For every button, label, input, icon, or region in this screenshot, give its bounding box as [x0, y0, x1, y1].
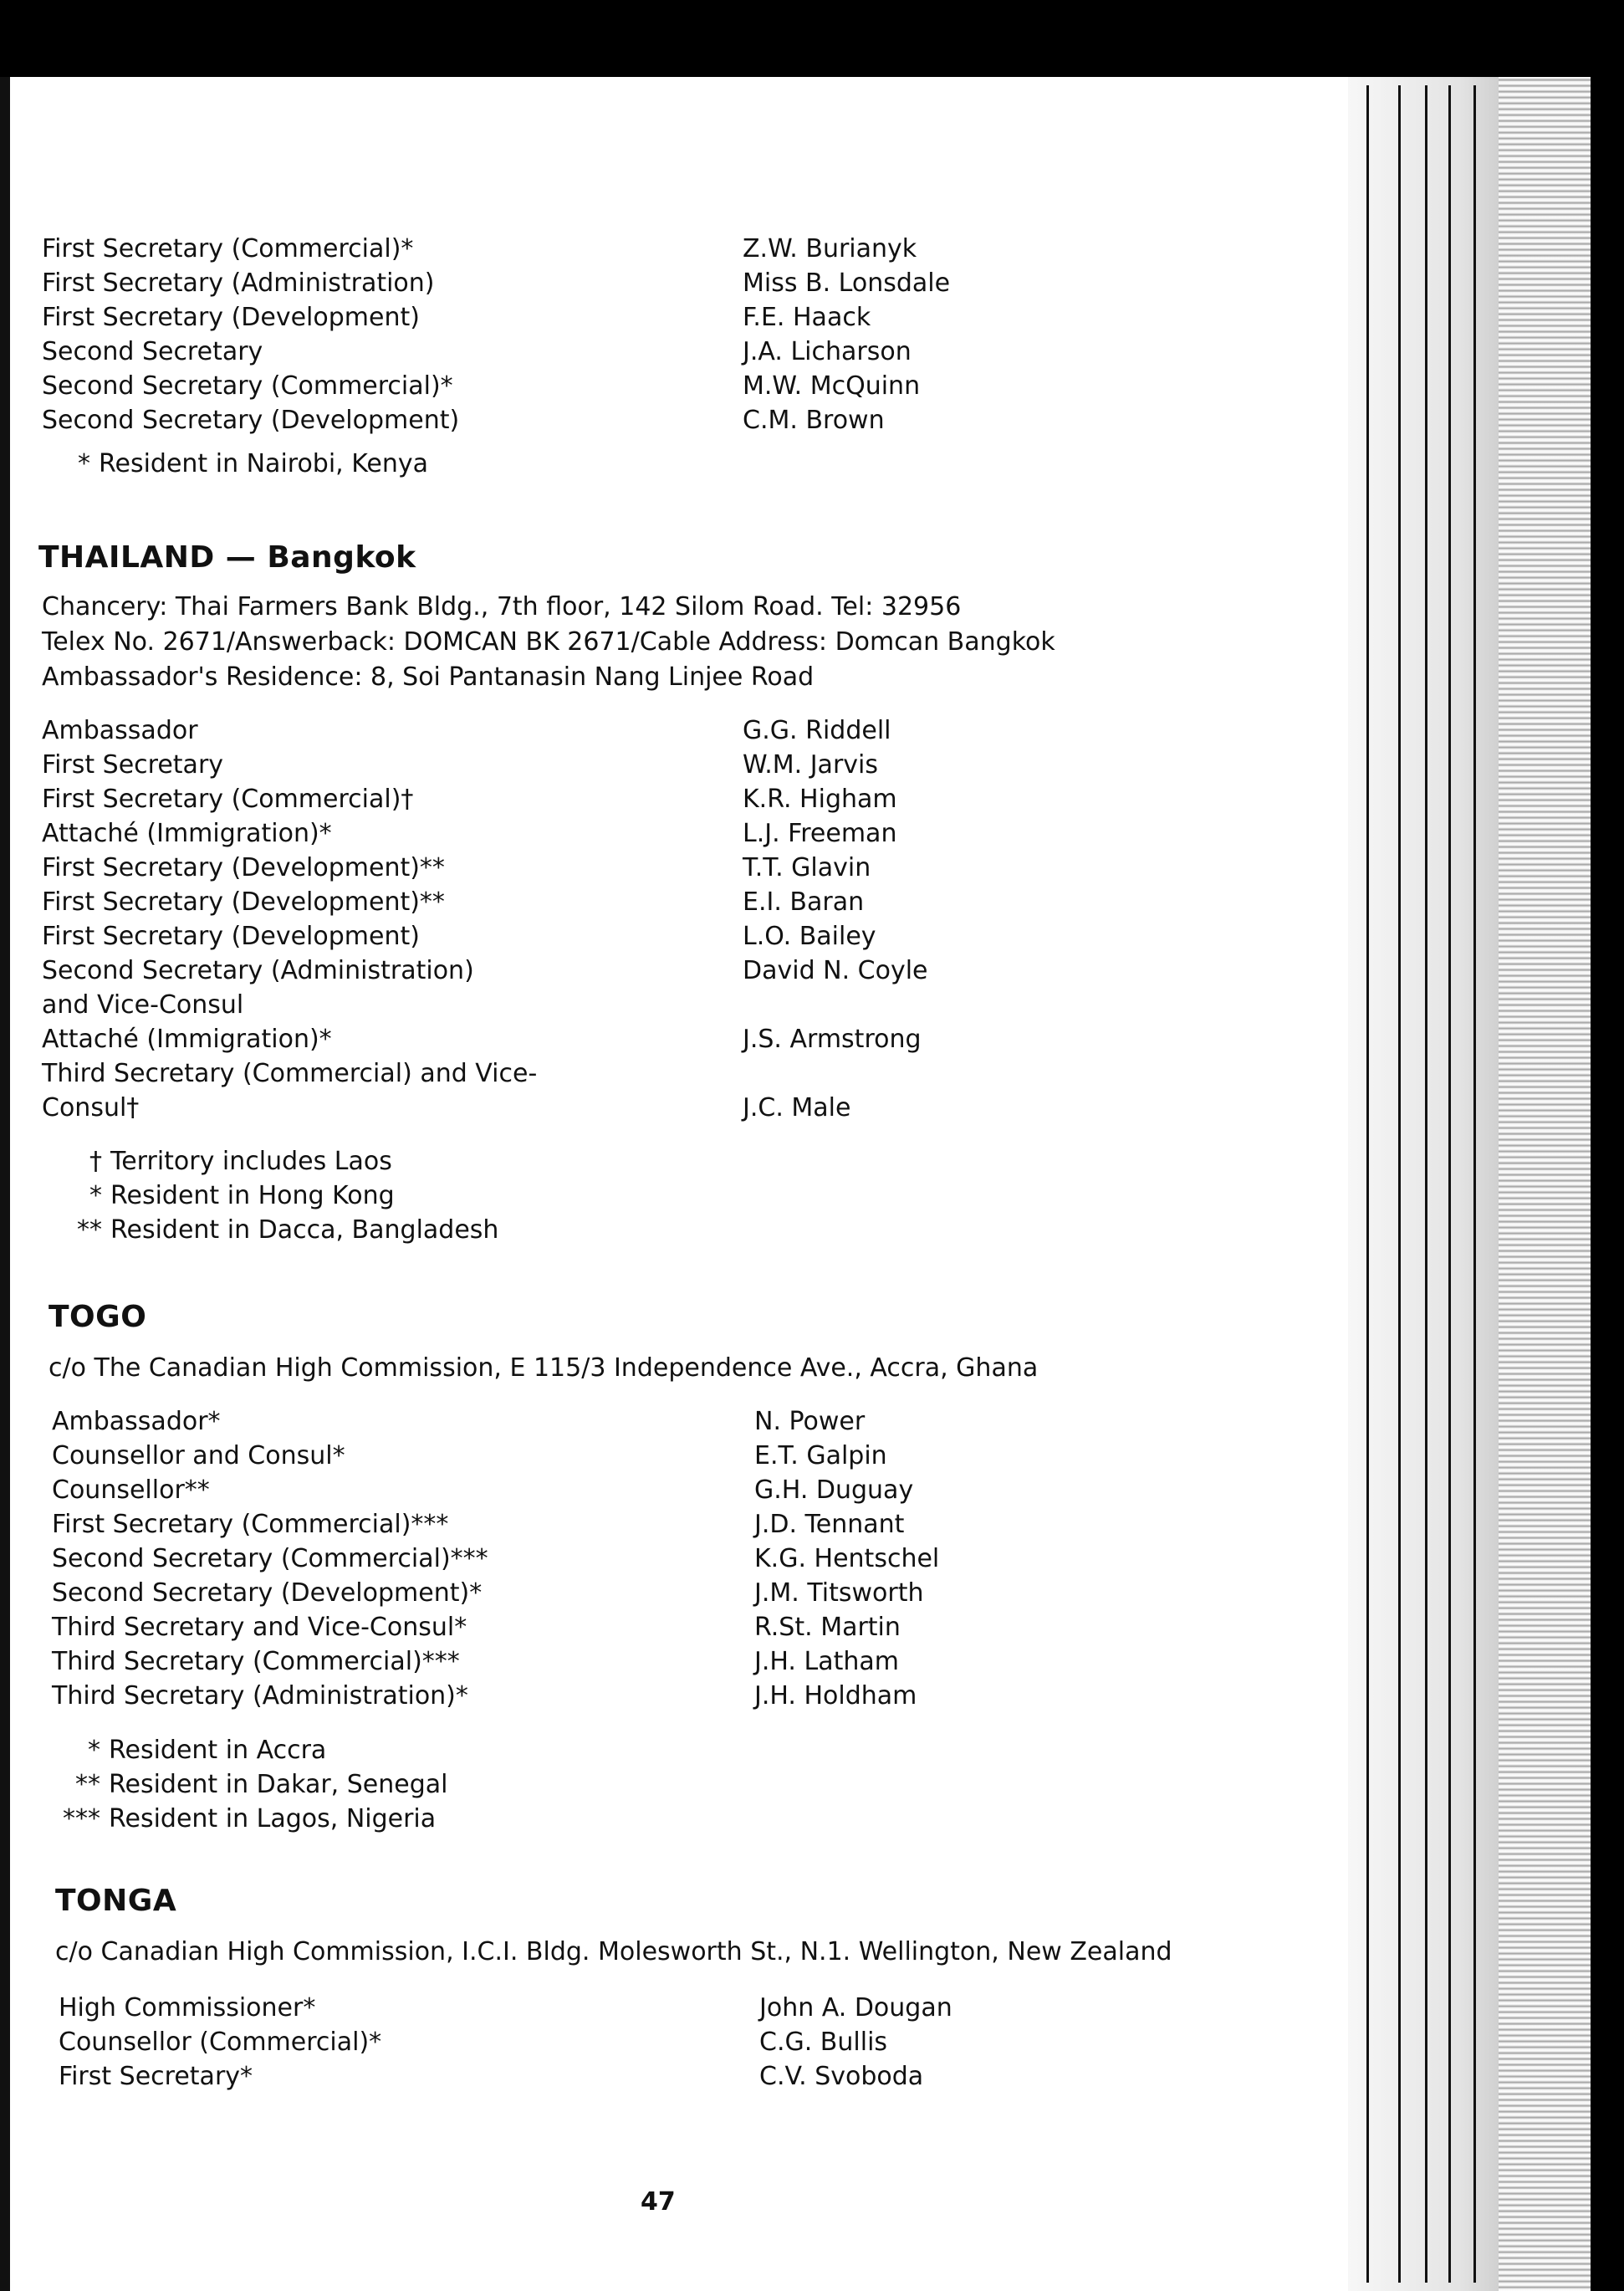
address-line	[0, 1936, 1305, 1969]
staff-name: K.R. Higham	[743, 785, 897, 814]
page-content	[0, 77, 1348, 2291]
staff-title: Second Secretary (Development)	[42, 406, 460, 435]
staff-row	[0, 1992, 1305, 2025]
page-edge-texture	[1499, 77, 1591, 2291]
staff-title: First Secretary (Commercial)***	[52, 1510, 449, 1539]
staff-title: Counsellor and Consul*	[52, 1441, 345, 1470]
staff-title: First Secretary (Development)**	[42, 853, 445, 882]
staff-row	[0, 404, 1305, 437]
staff-row	[0, 1440, 1305, 1473]
section-heading: THAILAND — Bangkok	[38, 540, 416, 575]
staff-title: Third Secretary (Administration)*	[52, 1681, 468, 1711]
staff-row	[0, 1542, 1305, 1576]
staff-row	[0, 920, 1305, 954]
footnote	[50, 1734, 326, 1767]
staff-row	[0, 1645, 1305, 1679]
address-text: Chancery: Thai Farmers Bank Bldg., 7th floor, 142 Silom Road. Tel: 32956	[42, 592, 962, 621]
address-line	[0, 661, 1305, 694]
staff-title: First Secretary (Development)	[42, 922, 420, 951]
staff-row	[0, 1092, 1305, 1125]
book-page-edges	[1348, 77, 1624, 2291]
footnote	[40, 447, 428, 481]
staff-title: Second Secretary (Commercial)*	[42, 371, 453, 401]
staff-title: First Secretary (Development)	[42, 303, 420, 332]
address-text: Telex No. 2671/Answerback: DOMCAN BK 2671/Cable Address: Domcan Bangkok	[42, 627, 1055, 657]
staff-title: Third Secretary and Vice-Consul*	[52, 1613, 467, 1642]
footnote-mark: †	[89, 1147, 102, 1176]
section-heading: TONGA	[55, 1884, 177, 1918]
footnote-text: Resident in Accra	[109, 1736, 327, 1765]
staff-name: Miss B. Lonsdale	[743, 268, 951, 298]
staff-name: C.M. Brown	[743, 406, 885, 435]
page-edge-line	[1398, 85, 1401, 2283]
footnote	[50, 1768, 447, 1802]
page-edge-line	[1448, 85, 1451, 2283]
footnote-mark: **	[75, 1770, 100, 1799]
footnote-text: Resident in Dacca, Bangladesh	[110, 1215, 499, 1245]
staff-row	[0, 1577, 1305, 1610]
footnote	[52, 1145, 392, 1179]
staff-name: R.St. Martin	[754, 1613, 901, 1642]
address-text: c/o Canadian High Commission, I.C.I. Bldg. Molesworth St., N.1. Wellington, New Zealand	[55, 1937, 1172, 1966]
staff-row	[0, 370, 1305, 403]
footnote-mark: *	[88, 1736, 100, 1765]
staff-name: J.H. Holdham	[754, 1681, 917, 1711]
staff-name: N. Power	[754, 1407, 866, 1436]
footnote	[52, 1179, 395, 1213]
staff-name: K.G. Hentschel	[754, 1544, 940, 1573]
staff-row	[0, 1680, 1305, 1713]
staff-row	[0, 233, 1305, 266]
page-number: 47	[641, 2187, 676, 2217]
staff-title: First Secretary	[42, 750, 224, 780]
footnote-text: Resident in Nairobi, Kenya	[99, 449, 429, 478]
staff-title: Second Secretary (Commercial)***	[52, 1544, 488, 1573]
staff-row	[0, 1405, 1305, 1439]
staff-row	[0, 1023, 1305, 1056]
staff-row	[0, 1057, 1305, 1091]
staff-row	[0, 267, 1305, 300]
staff-name: J.M. Titsworth	[754, 1578, 924, 1608]
staff-row	[0, 1611, 1305, 1644]
staff-name: J.A. Licharson	[743, 337, 912, 366]
staff-row	[0, 2060, 1305, 2094]
staff-name: W.M. Jarvis	[743, 750, 878, 780]
footnote	[50, 1803, 436, 1836]
staff-title: First Secretary*	[59, 2062, 253, 2091]
staff-name: M.W. McQuinn	[743, 371, 921, 401]
footnote-mark: *	[78, 449, 90, 478]
staff-title: Third Secretary (Commercial)***	[52, 1647, 460, 1676]
staff-title: Attaché (Immigration)*	[42, 1025, 332, 1054]
staff-title: Second Secretary (Administration)	[42, 956, 474, 985]
staff-row	[0, 2026, 1305, 2059]
page-edge-line	[1366, 85, 1369, 2283]
footnote-text: Resident in Dakar, Senegal	[109, 1770, 448, 1799]
address-line	[0, 626, 1305, 659]
staff-row	[0, 989, 1305, 1022]
staff-name: E.T. Galpin	[754, 1441, 887, 1470]
page-edge-line	[1473, 85, 1476, 2283]
staff-title: First Secretary (Administration)	[42, 268, 435, 298]
staff-row	[0, 817, 1305, 851]
staff-name: E.I. Baran	[743, 887, 865, 917]
staff-row	[0, 749, 1305, 782]
staff-name: L.J. Freeman	[743, 819, 897, 848]
staff-name: G.G. Riddell	[743, 716, 891, 745]
staff-title: First Secretary (Development)**	[42, 887, 445, 917]
book-page	[0, 77, 1348, 2291]
address-line	[0, 1352, 1305, 1385]
staff-name: John A. Dougan	[759, 1993, 952, 2023]
staff-title: Ambassador*	[52, 1407, 221, 1436]
staff-name: C.G. Bullis	[759, 2028, 888, 2057]
staff-name: G.H. Duguay	[754, 1475, 914, 1505]
staff-row	[0, 714, 1305, 748]
footnote-mark: **	[77, 1215, 102, 1245]
staff-title: and Vice-Consul	[42, 990, 244, 1020]
staff-title: Second Secretary	[42, 337, 263, 366]
footnote-text: Resident in Hong Kong	[110, 1181, 395, 1210]
address-line	[0, 591, 1305, 624]
staff-row	[0, 886, 1305, 919]
staff-name: F.E. Haack	[743, 303, 871, 332]
footnote-mark: ***	[63, 1804, 100, 1833]
staff-row	[0, 954, 1305, 988]
staff-row	[0, 1508, 1305, 1542]
staff-name: L.O. Bailey	[743, 922, 876, 951]
staff-title: Third Secretary (Commercial) and Vice-	[42, 1059, 538, 1088]
staff-name: J.S. Armstrong	[743, 1025, 922, 1054]
staff-name: Z.W. Burianyk	[743, 234, 917, 263]
address-text: Ambassador's Residence: 8, Soi Pantanasin Nang Linjee Road	[42, 662, 815, 692]
footnote-text: Resident in Lagos, Nigeria	[109, 1804, 437, 1833]
section-heading: TOGO	[49, 1300, 147, 1334]
staff-title: Attaché (Immigration)*	[42, 819, 332, 848]
book-cover-shadow	[1591, 77, 1624, 2291]
staff-row	[0, 783, 1305, 816]
staff-row	[0, 851, 1305, 885]
staff-name: David N. Coyle	[743, 956, 928, 985]
address-text: c/o The Canadian High Commission, E 115/3 Independence Ave., Accra, Ghana	[49, 1353, 1039, 1383]
staff-name: C.V. Svoboda	[759, 2062, 924, 2091]
page-left-edge-shadow	[0, 77, 10, 2291]
staff-name: T.T. Glavin	[743, 853, 871, 882]
staff-title: Second Secretary (Development)*	[52, 1578, 483, 1608]
staff-title: Ambassador	[42, 716, 198, 745]
staff-row	[0, 301, 1305, 335]
staff-row	[0, 1474, 1305, 1507]
staff-title: Counsellor**	[52, 1475, 210, 1505]
staff-name: J.D. Tennant	[754, 1510, 905, 1539]
staff-title: Counsellor (Commercial)*	[59, 2028, 382, 2057]
staff-row	[0, 335, 1305, 369]
staff-title: First Secretary (Commercial)†	[42, 785, 414, 814]
footnote-mark: *	[89, 1181, 102, 1210]
footnote	[52, 1214, 498, 1247]
staff-name: J.H. Latham	[754, 1647, 899, 1676]
footnote-text: Territory includes Laos	[110, 1147, 392, 1176]
staff-title: Consul†	[42, 1093, 140, 1122]
page-edge-line	[1425, 85, 1427, 2283]
staff-title: High Commissioner*	[59, 1993, 316, 2023]
staff-title: First Secretary (Commercial)*	[42, 234, 414, 263]
staff-name: J.C. Male	[743, 1093, 851, 1122]
